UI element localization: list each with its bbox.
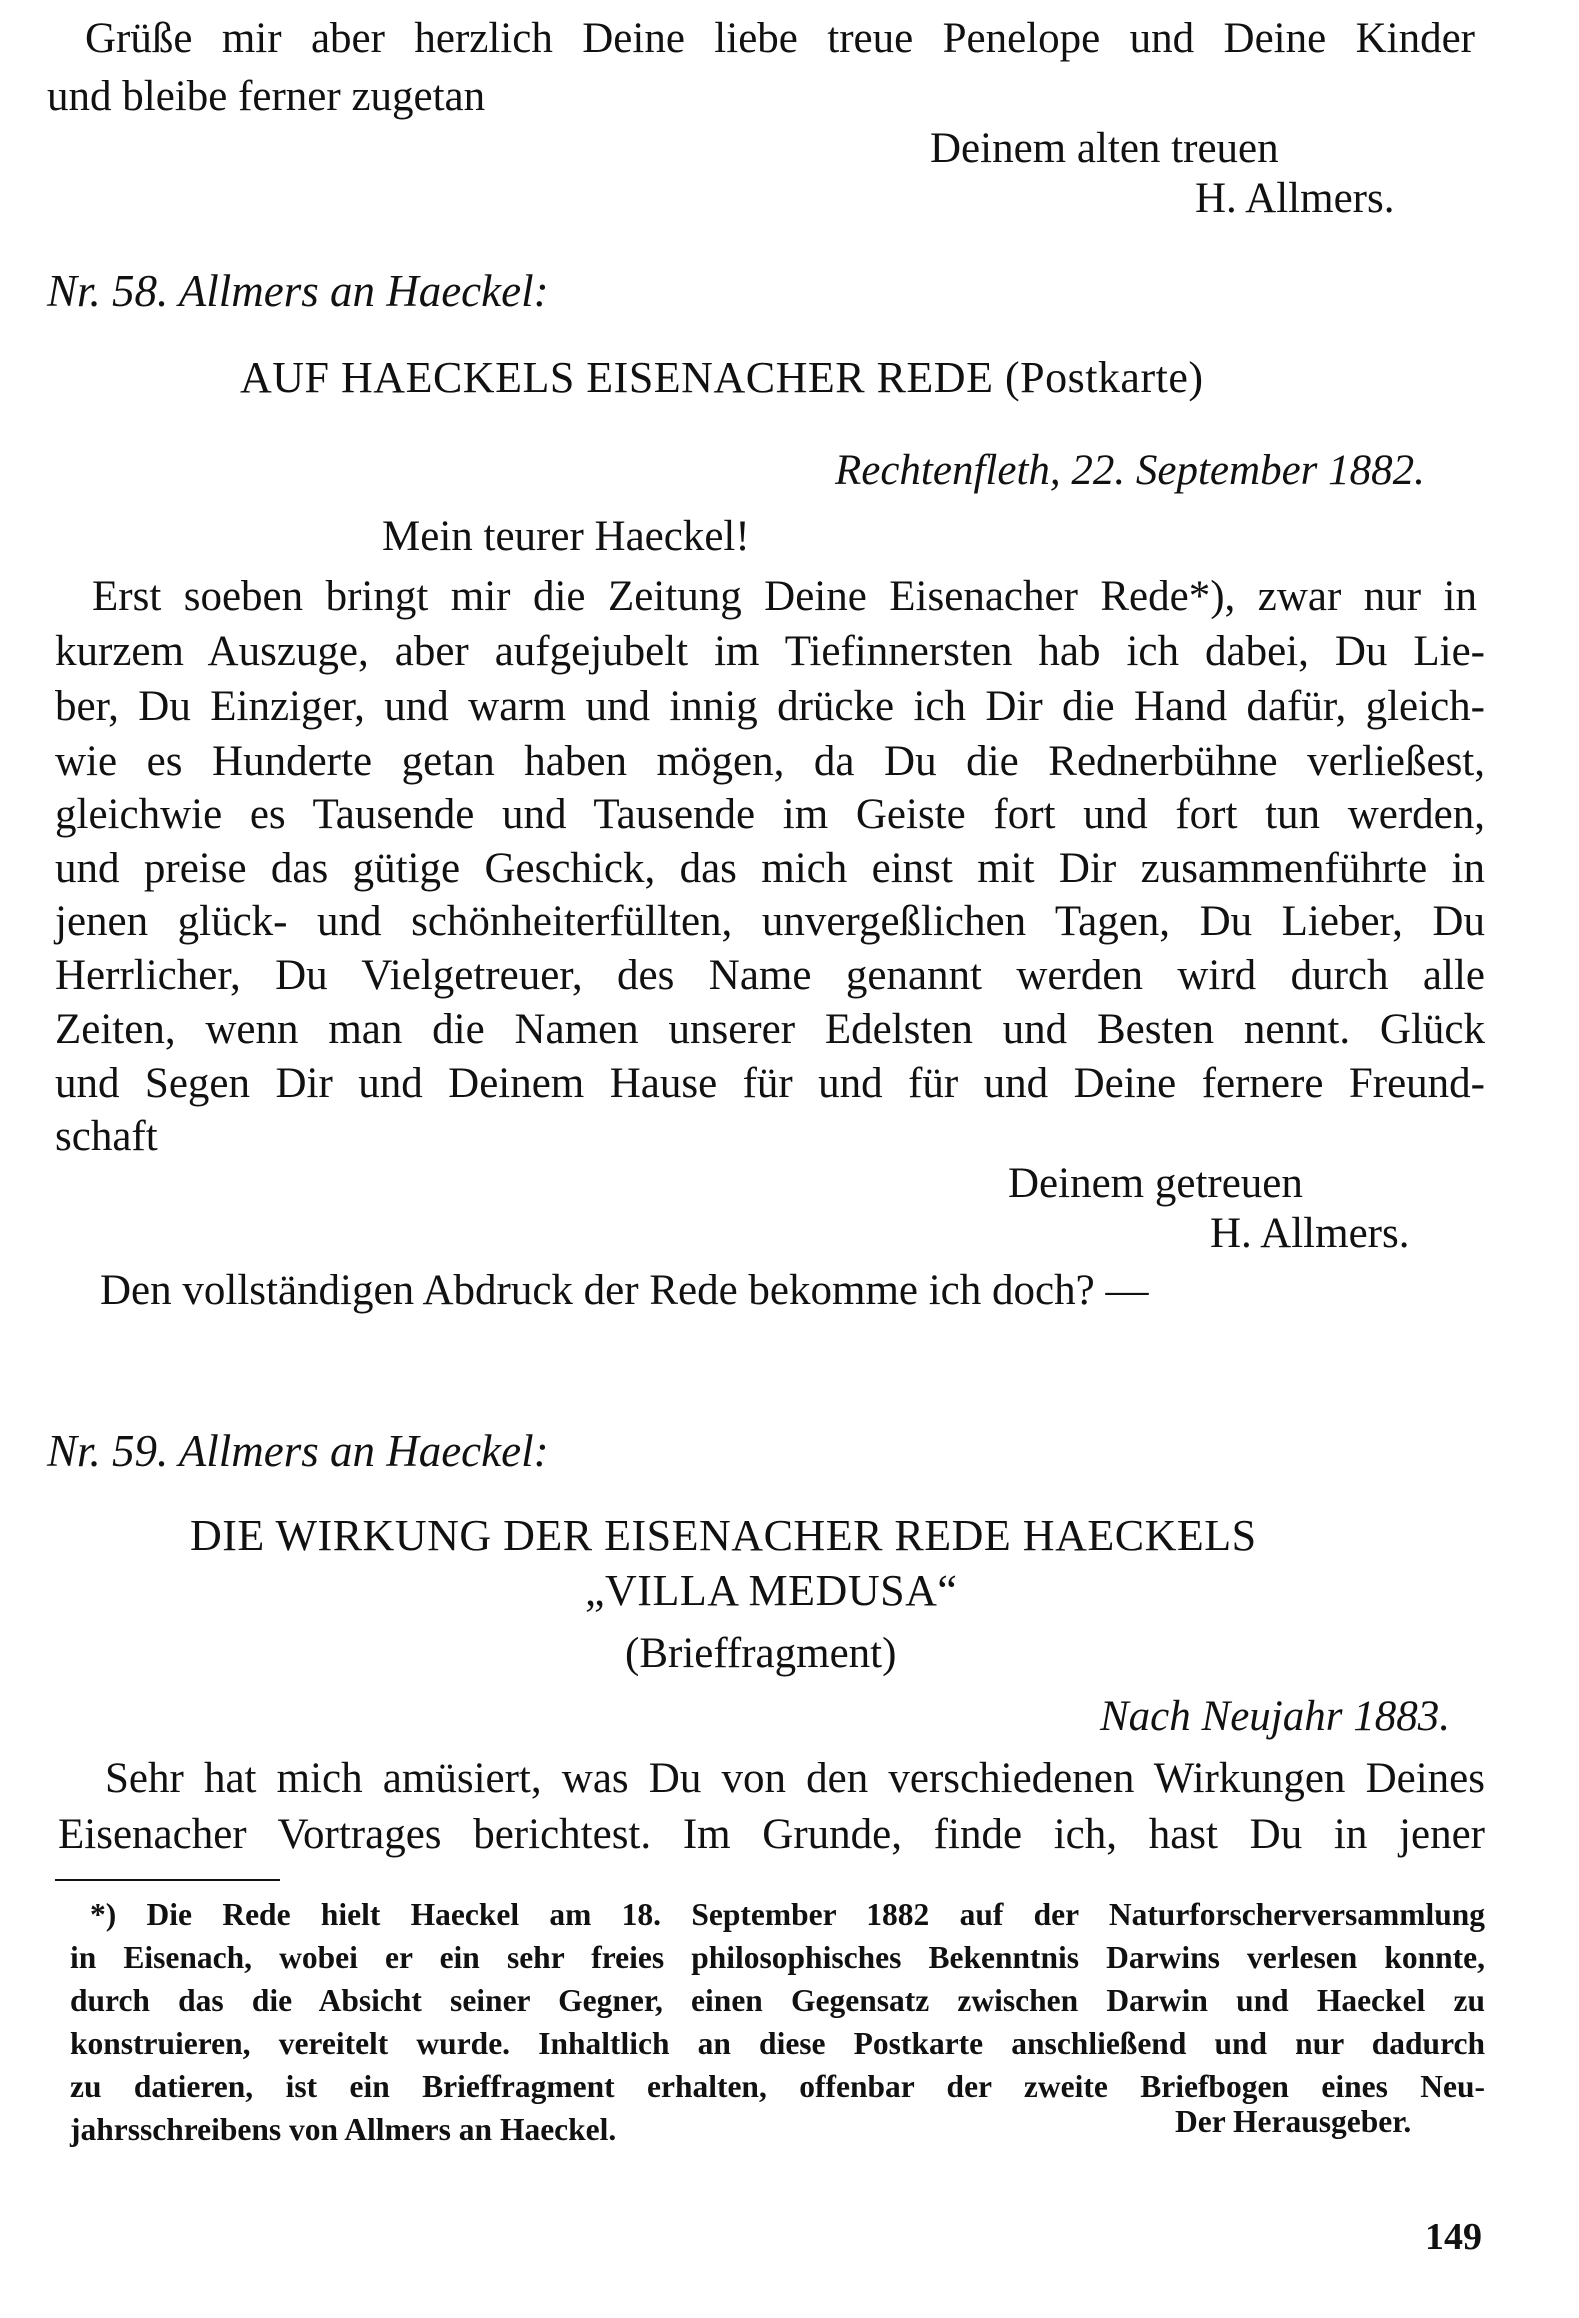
footnote-line: durch das die Absicht seiner Gegner, einen Gegensatz zwischen Darwin und Haeckel zu (70, 1983, 1485, 2018)
signature: H. Allmers. (1210, 1210, 1410, 1257)
text-line: und preise das gütige Geschick, das mich einst mit Dir zusammenführte in (55, 845, 1485, 892)
footnote-editor: Der Herausgeber. (1175, 2104, 1412, 2139)
postscript: Den vollständigen Abdruck der Rede bekomme ich doch? — (100, 1267, 1149, 1314)
text-line: jenen glück- und schönheiterfüllten, unvergeßlichen Tagen, Du Lieber, Du (55, 898, 1485, 945)
letter-title: AUF HAECKELS EISENACHER REDE (Postkarte) (240, 353, 1204, 402)
dateline: Rechtenfleth, 22. September 1882. (835, 447, 1425, 494)
salutation: Mein teurer Haeckel! (382, 513, 750, 560)
letter-heading: Nr. 59. Allmers an Haeckel: (47, 1426, 549, 1476)
text-line: wie es Hunderte getan haben mögen, da Du die Rednerbühne verließest, (55, 738, 1485, 785)
page-number: 149 (1425, 2216, 1482, 2258)
text-line: gleichwie es Tausende und Tausende im Geiste fort und fort tun werden, (55, 791, 1485, 838)
footnote-line (90, 1893, 1485, 1936)
text-line: schaft (55, 1113, 158, 1160)
text-line: kurzem Auszuge, aber aufgejubelt im Tiefinnersten hab ich dabei, Du Lie- (55, 628, 1485, 675)
text-line: und bleibe ferner zugetan (47, 73, 486, 120)
text-line: Zeiten, wenn man die Namen unserer Edelsten und Besten nennt. Glück (55, 1006, 1485, 1053)
footnote-line: zu datieren, ist ein Brieffragment erhalten, offenbar der zweite Briefbogen eines Neu- (70, 2069, 1485, 2104)
letter-subtitle: (Brieffragment) (625, 1630, 897, 1677)
text-line: Erst soeben bringt mir die Zeitung Deine Eisenacher Rede*), zwar nur in (92, 573, 1477, 620)
footnote-line: jahrsschreibens von Allmers an Haeckel. (70, 2112, 617, 2147)
letter-heading: Nr. 58. Allmers an Haeckel: (47, 266, 549, 316)
text-line: Sehr hat mich amüsiert, was Du von den verschiedenen Wirkungen Deines (105, 1755, 1485, 1802)
text-line: ber, Du Einziger, und warm und innig drücke ich Dir die Hand dafür, gleich- (55, 683, 1485, 730)
text-line: und Segen Dir und Deinem Hause für und für und Deine fernere Freund- (55, 1060, 1485, 1107)
letter-title: DIE WIRKUNG DER EISENACHER REDE HAECKELS (190, 1511, 1257, 1560)
closing-formula: Deinem alten treuen (930, 125, 1279, 172)
footnote-line: konstruieren, vereitelt wurde. Inhaltlich an diese Postkarte anschließend und nur dadurch (70, 2026, 1485, 2061)
footnote-rule (55, 1879, 280, 1881)
footnote-line: in Eisenach, wobei er ein sehr freies philosophisches Bekenntnis Darwins verlesen konnte, (70, 1940, 1485, 1975)
text-line: Herrlicher, Du Vielgetreuer, des Name genannt werden wird durch alle (55, 952, 1485, 999)
footnote-text: Die Rede hielt Haeckel am 18. September 1882 auf der Naturforscherversammlung (146, 1897, 1485, 1932)
text-line: Grüße mir aber herzlich Deine liebe treue Penelope und Deine Kinder (85, 15, 1475, 62)
closing-formula: Deinem getreuen (1008, 1160, 1303, 1207)
letter-title: „VILLA MEDUSA“ (585, 1566, 958, 1615)
footnote-marker: *) (90, 1897, 117, 1932)
dateline: Nach Neujahr 1883. (1100, 1693, 1450, 1740)
signature: H. Allmers. (1195, 175, 1395, 222)
text-line: Eisenacher Vortrages berichtest. Im Grunde, finde ich, hast Du in jener (58, 1811, 1485, 1858)
